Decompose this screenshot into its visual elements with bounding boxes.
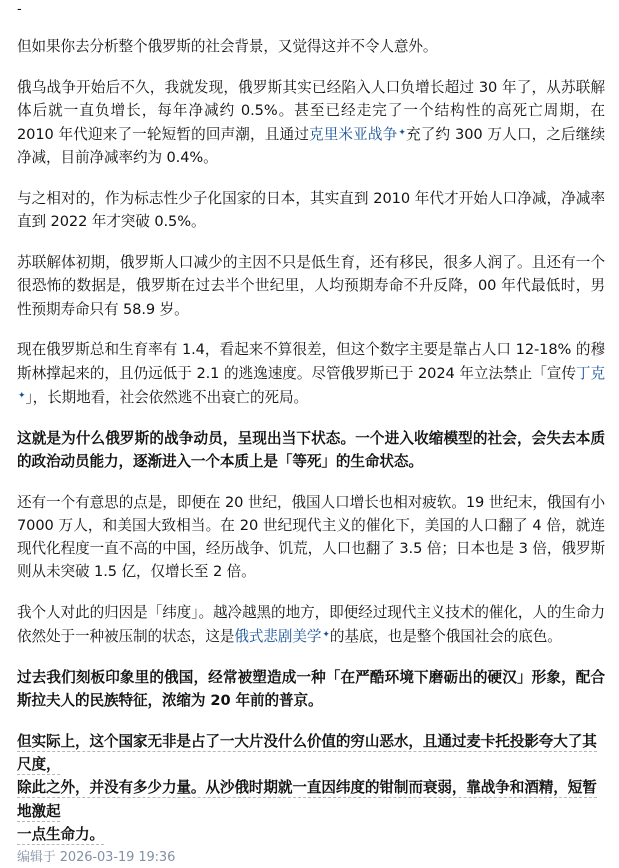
link-dink[interactable]: 丁克 [575,364,605,382]
separator-dash: - [17,2,22,17]
paragraph-6: 这就是为什么俄罗斯的战争动员，呈现出当下状态。一个进入收缩模型的社会，会失去本质的政治动员能力，逐渐进入一个本质上是「等死」的生命状态。 [17,429,605,470]
paragraph-8 [17,601,605,648]
paragraph-text: 现在俄罗斯总和生育率有 1.4，看起来不算很差，但这个数字主要是靠占人口 12-18% 的穆斯林撑起来的，且仍远低于 2.1 的逃逸速度。尽管俄罗斯已于 2024 年立法禁止「宣传 [17,341,605,382]
paragraph-text: 」，长期地看，社会依然逃不出衰亡的死局。 [25,388,309,406]
link-mark-icon: ✦ [18,390,26,401]
link-crimean-war[interactable]: 克里米亚战争 [308,126,398,144]
paragraph-3: 与之相对的，作为标志性少子化国家的日本，其实直到 2010 年代才开始人口净减，净减率直到 2022 年才突破 0.5%。 [17,190,605,231]
paragraph-10 [17,730,605,846]
highlighted-line: 除此之外，并没有多少力量。从沙俄时期就一直因纬度的钳制而衰弱，靠战争和酒精，短暂地激起 [17,779,597,820]
edited-timestamp: 编辑于 2026-03-19 19:36 [17,850,176,866]
highlighted-line: 但实际上，这个国家无非是占了一大片没什么价值的穷山恶水，且通过麦卡托投影夸大了其尺度， [17,733,597,774]
link-russian-tragic-aesthetics[interactable]: 俄式悲剧美学 [234,628,322,646]
paragraph-2 [17,76,605,170]
link-mark-icon: ✦ [398,128,406,139]
paragraph-7: 还有一个有意思的点是，即便在 20 世纪，俄国人口增长也相对疲软。19 世纪末，俄国有小 7000 万人，和美国大致相当。在 20 世纪现代主义的催化下，美国的人口翻了 4 倍，就连现代化程度一直不高的中国，经历战争、饥荒，人口也翻了 3.5 倍；日本也是 3 倍，俄罗斯则从未突破 1.5 亿，仅增长至 2 倍。 [17,493,605,581]
paragraph-text: 充了约 300 万人口，之后继续净减，目前净减率约为 0.4%。 [17,126,605,167]
paragraph-text: 俄乌战争开始后不久，我就发现，俄罗斯其实已经陷入人口负增长超过 30 年了，从苏联解体后就一直负增长，每年净减约 0.5%。甚至已经走完了一个结构性的高死亡周期，在 2010 年代迎来了一轮短暂的回声潮，且通过 [17,78,605,144]
paragraph-5 [17,338,605,409]
paragraph-text: 我个人对此的归因是「纬度」。越冷越黑的地方，即便经过现代主义技术的催化，人的生命力依然处于一种被压制的状态，这是 [17,604,605,646]
paragraph-text: 的基底，也是整个俄国社会的底色。 [329,628,562,646]
paragraph-4: 苏联解体初期，俄罗斯人口减少的主因不只是低生育，还有移民，很多人润了。且还有一个很恐怖的数据是，俄罗斯在过去半个世纪里，人均预期寿命不升反降，00 年代最低时，男性预期寿命只有 58.9 岁。 [17,254,605,318]
paragraph-1: 但如果你去分析整个俄罗斯的社会背景，又觉得这并不令人意外。 [17,38,438,55]
link-mark-icon: ✦ [322,630,330,641]
highlighted-line: 一点生命力。 [17,825,104,843]
article-body [17,0,605,868]
paragraph-9: 过去我们刻板印象里的俄国，经常被塑造成一种「在严酷环境下磨砺出的硬汉」形象，配合斯拉夫人的民族特征，浓缩为 20 年前的普京。 [17,669,605,710]
